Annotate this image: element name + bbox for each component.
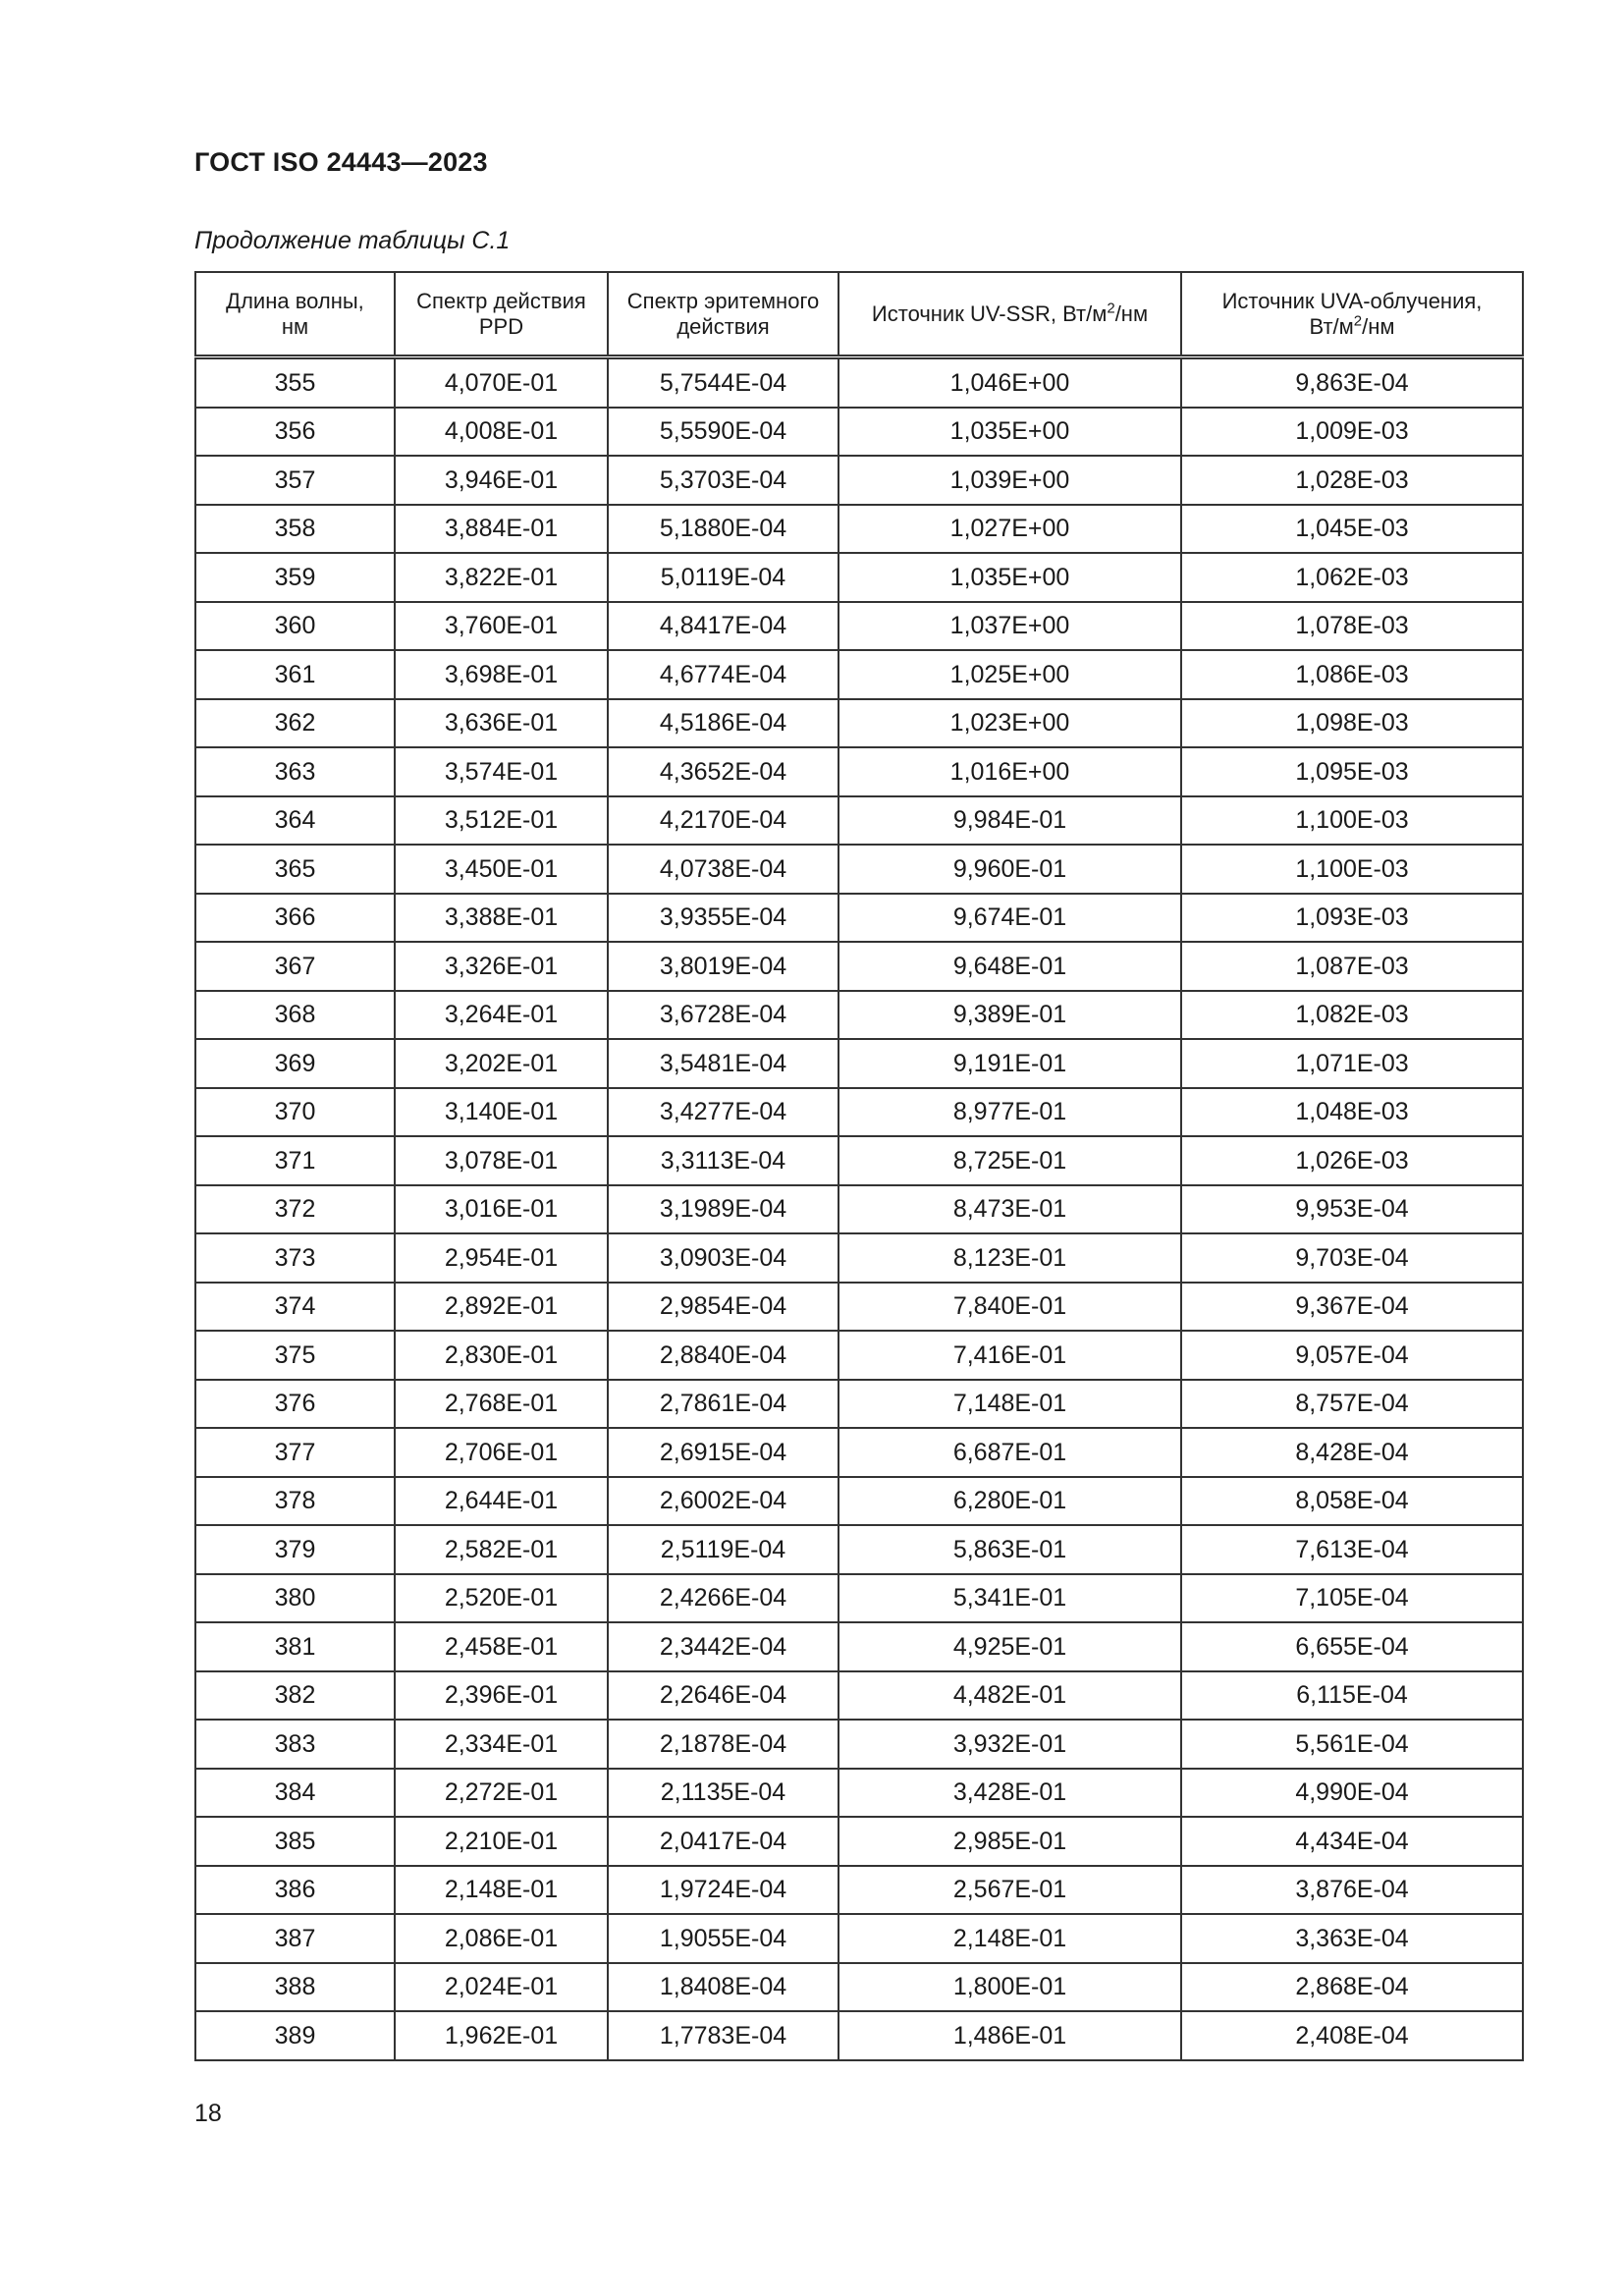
cell-wavelength: 385 (195, 1817, 395, 1866)
cell-uv-ssr: 3,428E-01 (839, 1769, 1181, 1818)
cell-wavelength: 368 (195, 991, 395, 1040)
cell-erythema: 2,1878E-04 (608, 1720, 839, 1769)
cell-ppd: 4,070E-01 (395, 357, 608, 408)
cell-uva: 9,703E-04 (1181, 1233, 1523, 1283)
cell-uva: 9,367E-04 (1181, 1283, 1523, 1332)
table-row (195, 1525, 1523, 1574)
cell-ppd: 3,512E-01 (395, 796, 608, 846)
cell-erythema: 2,9854E-04 (608, 1283, 839, 1332)
cell-ppd: 3,636E-01 (395, 699, 608, 748)
cell-wavelength: 389 (195, 2011, 395, 2060)
cell-ppd: 2,210E-01 (395, 1817, 608, 1866)
cell-erythema: 5,1880E-04 (608, 505, 839, 554)
cell-ppd: 3,822E-01 (395, 553, 608, 602)
cell-ppd: 2,644E-01 (395, 1477, 608, 1526)
cell-uv-ssr: 2,567E-01 (839, 1866, 1181, 1915)
cell-ppd: 3,450E-01 (395, 845, 608, 894)
cell-erythema: 3,8019E-04 (608, 942, 839, 991)
table-row (195, 747, 1523, 796)
cell-ppd: 2,768E-01 (395, 1380, 608, 1429)
table-row (195, 505, 1523, 554)
cell-erythema: 5,0119E-04 (608, 553, 839, 602)
cell-uva: 1,026E-03 (1181, 1136, 1523, 1185)
cell-uva: 9,863E-04 (1181, 357, 1523, 408)
cell-uv-ssr: 1,800E-01 (839, 1963, 1181, 2012)
cell-uv-ssr: 4,482E-01 (839, 1671, 1181, 1721)
cell-erythema: 1,7783E-04 (608, 2011, 839, 2060)
cell-erythema: 2,1135E-04 (608, 1769, 839, 1818)
table-row (195, 1671, 1523, 1721)
cell-uv-ssr: 6,280E-01 (839, 1477, 1181, 1526)
cell-ppd: 3,202E-01 (395, 1039, 608, 1088)
cell-erythema: 4,3652E-04 (608, 747, 839, 796)
table-row (195, 1477, 1523, 1526)
table-row (195, 1720, 1523, 1769)
cell-wavelength: 362 (195, 699, 395, 748)
table-row (195, 796, 1523, 846)
cell-wavelength: 387 (195, 1914, 395, 1963)
document-header: ГОСТ ISO 24443—2023 (194, 147, 488, 177)
table-row (195, 1283, 1523, 1332)
cell-ppd: 2,148E-01 (395, 1866, 608, 1915)
table-row (195, 1769, 1523, 1818)
cell-ppd: 2,396E-01 (395, 1671, 608, 1721)
cell-wavelength: 360 (195, 602, 395, 651)
table-row (195, 456, 1523, 505)
cell-uv-ssr: 7,148E-01 (839, 1380, 1181, 1429)
cell-uv-ssr: 1,035E+00 (839, 553, 1181, 602)
cell-wavelength: 379 (195, 1525, 395, 1574)
cell-erythema: 4,0738E-04 (608, 845, 839, 894)
cell-uva: 1,048E-03 (1181, 1088, 1523, 1137)
cell-wavelength: 377 (195, 1428, 395, 1477)
cell-ppd: 3,946E-01 (395, 456, 608, 505)
cell-erythema: 2,7861E-04 (608, 1380, 839, 1429)
cell-wavelength: 357 (195, 456, 395, 505)
table-row (195, 1185, 1523, 1234)
column-header-uv-ssr-source: Источник UV-SSR, $Вт/м^2/нм$ (839, 272, 1181, 357)
cell-erythema: 1,9724E-04 (608, 1866, 839, 1915)
cell-uv-ssr: 2,148E-01 (839, 1914, 1181, 1963)
table-row (195, 845, 1523, 894)
cell-wavelength: 378 (195, 1477, 395, 1526)
cell-uva: 5,561E-04 (1181, 1720, 1523, 1769)
cell-uva: 3,363E-04 (1181, 1914, 1523, 1963)
column-header-erythema-spectrum: Спектр эритемного действия (608, 272, 839, 357)
cell-uva: 7,105E-04 (1181, 1574, 1523, 1623)
cell-wavelength: 372 (195, 1185, 395, 1234)
cell-wavelength: 388 (195, 1963, 395, 2012)
cell-wavelength: 374 (195, 1283, 395, 1332)
table-row (195, 699, 1523, 748)
cell-erythema: 2,0417E-04 (608, 1817, 839, 1866)
cell-uva: 1,093E-03 (1181, 894, 1523, 943)
table-row (195, 1574, 1523, 1623)
table-row (195, 1380, 1523, 1429)
cell-wavelength: 376 (195, 1380, 395, 1429)
cell-ppd: 2,830E-01 (395, 1331, 608, 1380)
table-header-row (195, 272, 1523, 357)
cell-wavelength: 359 (195, 553, 395, 602)
cell-uv-ssr: 4,925E-01 (839, 1622, 1181, 1671)
cell-wavelength: 370 (195, 1088, 395, 1137)
cell-uva: 7,613E-04 (1181, 1525, 1523, 1574)
cell-uv-ssr: 9,960E-01 (839, 845, 1181, 894)
table-row (195, 1088, 1523, 1137)
cell-uva: 1,078E-03 (1181, 602, 1523, 651)
cell-ppd: 2,024E-01 (395, 1963, 608, 2012)
cell-uv-ssr: 8,473E-01 (839, 1185, 1181, 1234)
cell-ppd: 2,892E-01 (395, 1283, 608, 1332)
cell-uv-ssr: 9,648E-01 (839, 942, 1181, 991)
cell-uva: 1,045E-03 (1181, 505, 1523, 554)
cell-uv-ssr: 8,977E-01 (839, 1088, 1181, 1137)
cell-ppd: 2,272E-01 (395, 1769, 608, 1818)
page-number: 18 (194, 2100, 222, 2127)
cell-uv-ssr: 9,984E-01 (839, 796, 1181, 846)
table-body (195, 357, 1523, 2060)
cell-erythema: 4,6774E-04 (608, 650, 839, 699)
column-header-uva-source: Источник UVA-облучения, $Вт/м^2/нм$ (1181, 272, 1523, 357)
cell-ppd: 2,086E-01 (395, 1914, 608, 1963)
cell-uva: 8,757E-04 (1181, 1380, 1523, 1429)
cell-uva: 1,100E-03 (1181, 796, 1523, 846)
cell-uv-ssr: 1,027E+00 (839, 505, 1181, 554)
cell-erythema: 3,9355E-04 (608, 894, 839, 943)
table-row (195, 602, 1523, 651)
cell-uva: 1,087E-03 (1181, 942, 1523, 991)
cell-uv-ssr: 2,985E-01 (839, 1817, 1181, 1866)
table-row (195, 1039, 1523, 1088)
cell-erythema: 4,8417E-04 (608, 602, 839, 651)
cell-wavelength: 361 (195, 650, 395, 699)
cell-ppd: 4,008E-01 (395, 408, 608, 457)
cell-ppd: 3,388E-01 (395, 894, 608, 943)
column-header-ppd-spectrum: Спектр действия PPD (395, 272, 608, 357)
cell-ppd: 1,962E-01 (395, 2011, 608, 2060)
cell-wavelength: 371 (195, 1136, 395, 1185)
table-row (195, 1622, 1523, 1671)
cell-uva: 1,098E-03 (1181, 699, 1523, 748)
cell-wavelength: 364 (195, 796, 395, 846)
cell-erythema: 3,6728E-04 (608, 991, 839, 1040)
cell-wavelength: 384 (195, 1769, 395, 1818)
cell-erythema: 3,4277E-04 (608, 1088, 839, 1137)
cell-uva: 4,434E-04 (1181, 1817, 1523, 1866)
cell-ppd: 3,326E-01 (395, 942, 608, 991)
cell-wavelength: 358 (195, 505, 395, 554)
cell-wavelength: 365 (195, 845, 395, 894)
cell-erythema: 2,8840E-04 (608, 1331, 839, 1380)
table-row (195, 1866, 1523, 1915)
cell-wavelength: 383 (195, 1720, 395, 1769)
cell-uva: 1,009E-03 (1181, 408, 1523, 457)
cell-ppd: 2,458E-01 (395, 1622, 608, 1671)
table-row (195, 1233, 1523, 1283)
cell-uv-ssr: 1,486E-01 (839, 2011, 1181, 2060)
cell-erythema: 4,2170E-04 (608, 796, 839, 846)
cell-uva: 6,655E-04 (1181, 1622, 1523, 1671)
cell-uv-ssr: 1,035E+00 (839, 408, 1181, 457)
table-row (195, 553, 1523, 602)
cell-erythema: 2,6915E-04 (608, 1428, 839, 1477)
cell-uv-ssr: 1,037E+00 (839, 602, 1181, 651)
cell-erythema: 3,3113E-04 (608, 1136, 839, 1185)
cell-erythema: 3,1989E-04 (608, 1185, 839, 1234)
cell-wavelength: 367 (195, 942, 395, 991)
table-row (195, 1136, 1523, 1185)
cell-uva: 6,115E-04 (1181, 1671, 1523, 1721)
cell-wavelength: 356 (195, 408, 395, 457)
cell-wavelength: 386 (195, 1866, 395, 1915)
table-row (195, 408, 1523, 457)
cell-uva: 1,071E-03 (1181, 1039, 1523, 1088)
cell-uv-ssr: 6,687E-01 (839, 1428, 1181, 1477)
cell-uva: 8,428E-04 (1181, 1428, 1523, 1477)
cell-uva: 9,953E-04 (1181, 1185, 1523, 1234)
cell-uv-ssr: 3,932E-01 (839, 1720, 1181, 1769)
cell-ppd: 3,264E-01 (395, 991, 608, 1040)
cell-wavelength: 363 (195, 747, 395, 796)
cell-ppd: 3,016E-01 (395, 1185, 608, 1234)
cell-uv-ssr: 1,025E+00 (839, 650, 1181, 699)
cell-ppd: 3,698E-01 (395, 650, 608, 699)
cell-uva: 3,876E-04 (1181, 1866, 1523, 1915)
cell-uva: 1,100E-03 (1181, 845, 1523, 894)
cell-uva: 9,057E-04 (1181, 1331, 1523, 1380)
cell-ppd: 2,954E-01 (395, 1233, 608, 1283)
cell-uv-ssr: 8,123E-01 (839, 1233, 1181, 1283)
cell-erythema: 1,9055E-04 (608, 1914, 839, 1963)
cell-ppd: 3,884E-01 (395, 505, 608, 554)
table-row (195, 1914, 1523, 1963)
cell-erythema: 3,5481E-04 (608, 1039, 839, 1088)
table-row (195, 1331, 1523, 1380)
cell-wavelength: 373 (195, 1233, 395, 1283)
cell-erythema: 5,5590E-04 (608, 408, 839, 457)
table-row (195, 942, 1523, 991)
cell-erythema: 2,2646E-04 (608, 1671, 839, 1721)
cell-uva: 1,086E-03 (1181, 650, 1523, 699)
data-table (194, 271, 1524, 2061)
cell-ppd: 2,520E-01 (395, 1574, 608, 1623)
cell-uva: 1,095E-03 (1181, 747, 1523, 796)
table-row (195, 894, 1523, 943)
cell-uva: 4,990E-04 (1181, 1769, 1523, 1818)
cell-uv-ssr: 8,725E-01 (839, 1136, 1181, 1185)
cell-ppd: 3,078E-01 (395, 1136, 608, 1185)
cell-wavelength: 381 (195, 1622, 395, 1671)
cell-uva: 1,082E-03 (1181, 991, 1523, 1040)
table-row (195, 991, 1523, 1040)
cell-wavelength: 375 (195, 1331, 395, 1380)
table-row (195, 650, 1523, 699)
table-row (195, 357, 1523, 408)
cell-erythema: 2,5119E-04 (608, 1525, 839, 1574)
cell-erythema: 5,3703E-04 (608, 456, 839, 505)
cell-wavelength: 369 (195, 1039, 395, 1088)
cell-erythema: 5,7544E-04 (608, 357, 839, 408)
table-row (195, 1963, 1523, 2012)
cell-uv-ssr: 7,416E-01 (839, 1331, 1181, 1380)
table-row (195, 2011, 1523, 2060)
cell-erythema: 3,0903E-04 (608, 1233, 839, 1283)
cell-wavelength: 366 (195, 894, 395, 943)
cell-uv-ssr: 1,039E+00 (839, 456, 1181, 505)
cell-ppd: 2,582E-01 (395, 1525, 608, 1574)
cell-ppd: 3,574E-01 (395, 747, 608, 796)
cell-ppd: 2,706E-01 (395, 1428, 608, 1477)
cell-uv-ssr: 1,016E+00 (839, 747, 1181, 796)
cell-ppd: 2,334E-01 (395, 1720, 608, 1769)
cell-erythema: 2,3442E-04 (608, 1622, 839, 1671)
cell-uv-ssr: 5,863E-01 (839, 1525, 1181, 1574)
cell-uv-ssr: 1,023E+00 (839, 699, 1181, 748)
cell-uva: 1,062E-03 (1181, 553, 1523, 602)
cell-uv-ssr: 7,840E-01 (839, 1283, 1181, 1332)
cell-wavelength: 382 (195, 1671, 395, 1721)
cell-wavelength: 355 (195, 357, 395, 408)
table-row (195, 1428, 1523, 1477)
cell-erythema: 1,8408E-04 (608, 1963, 839, 2012)
cell-uva: 8,058E-04 (1181, 1477, 1523, 1526)
cell-uv-ssr: 5,341E-01 (839, 1574, 1181, 1623)
cell-uv-ssr: 9,389E-01 (839, 991, 1181, 1040)
cell-uv-ssr: 1,046E+00 (839, 357, 1181, 408)
cell-uv-ssr: 9,674E-01 (839, 894, 1181, 943)
cell-uv-ssr: 9,191E-01 (839, 1039, 1181, 1088)
cell-ppd: 3,140E-01 (395, 1088, 608, 1137)
column-header-wavelength: Длина волны, нм (195, 272, 395, 357)
cell-erythema: 2,4266E-04 (608, 1574, 839, 1623)
cell-uva: 1,028E-03 (1181, 456, 1523, 505)
cell-erythema: 4,5186E-04 (608, 699, 839, 748)
table-row (195, 1817, 1523, 1866)
cell-erythema: 2,6002E-04 (608, 1477, 839, 1526)
cell-ppd: 3,760E-01 (395, 602, 608, 651)
cell-wavelength: 380 (195, 1574, 395, 1623)
cell-uva: 2,868E-04 (1181, 1963, 1523, 2012)
table-caption: Продолжение таблицы С.1 (194, 227, 511, 254)
cell-uva: 2,408E-04 (1181, 2011, 1523, 2060)
